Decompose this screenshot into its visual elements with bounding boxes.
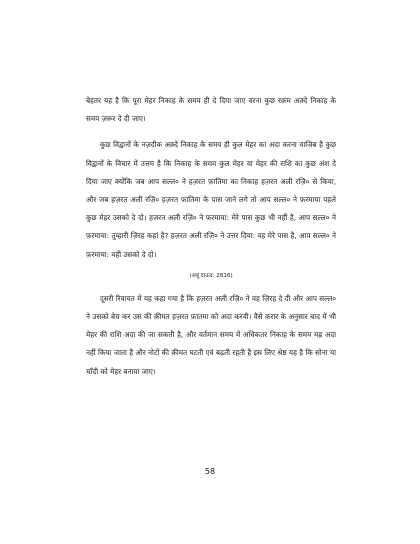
page-body: [86, 92, 336, 381]
citation: (अबू दाऊद: 2816): [189, 272, 233, 279]
paragraph-1: बेहतर यह है कि पूरा मेहर निकाह के समय ही दे दिया जाए वरना कुछ रक़म अक़्दे निकाह के समय ज़रूर दे दी जाए।: [86, 96, 336, 124]
page-number: 58: [204, 467, 216, 476]
paragraph-3: दूसरी रिवायत में यह कहा गया है कि हज़रत अली रज़ि० ने वह ज़िरह दे दी और आप सल्ल० ने उसको बेच कर उस की क़ीमत हज़रत फ़ातमा को अदा करवी। वैसे क़रार के अनुसार बाद में भी मेहर की राशि अदा की जा सकती है, और वर्तमान समय में अधिकतर निकाह के समय मह्र अदा नहीं किया जाता है और नोटों की क़ीमत घटती एवं बढ़ती रहती है इस लिए श्रेष्ठ यह है कि सोना या चाँदी को मेहर बनाया जाए।: [86, 293, 336, 376]
paragraph-2: कुछ विद्वानों के नज़दीक अक़्दे निकाह के समय ही कुल मेहर का अदा करना वाजिब है कुछ विद्वानों के विचार में उत्तम है कि निकाह के समय कुल मेहर या मेहर की राशि का कुछ अंश दे दिया जाए क्योंकि जब आप सल्ल० ने हज़रत फ़ातिमा का निकाह हज़रत अली रज़ि० से किया, और जब हज़रत अली रज़ि० हज़रत फ़ातिमा के पास जाने लगे तो आप सल्ल० ने फ़रमाया पहले कुछ मेहर उसको दे दो। हज़रत अली रज़ि० ने फ़रमाया: मेरे पास कुछ भी नहीं है, आप सल्ल० ने फ़रमाया: तुम्हारी ज़िरह कहां है? हज़रत अली रज़ि० ने उत्तर दिया: वह मेरे पास है, आप सल्ल० ने फ़रमाया: वही उसको दे दो।: [86, 140, 336, 259]
